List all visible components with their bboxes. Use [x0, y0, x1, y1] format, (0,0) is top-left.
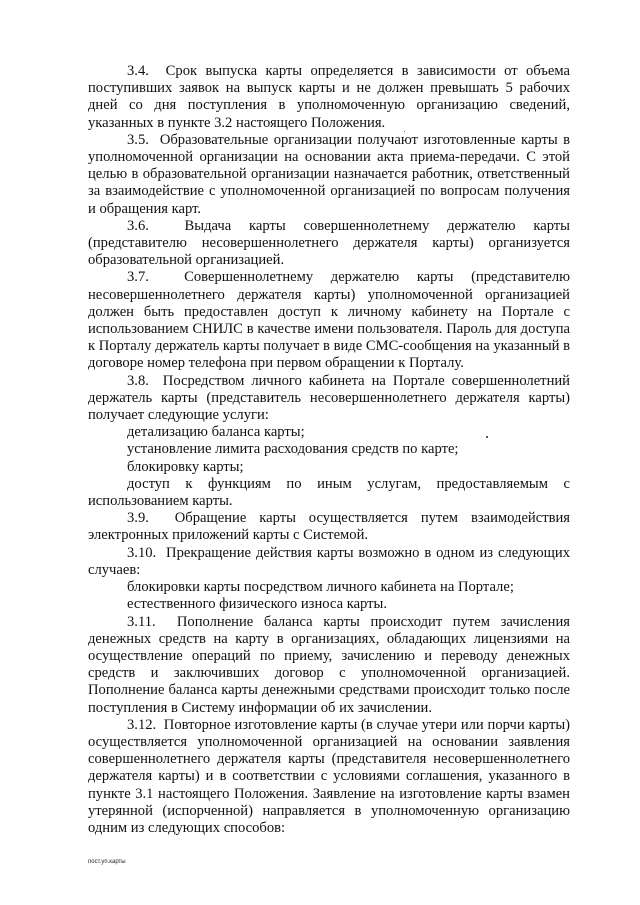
list-item: естественного физического износа карты.: [127, 596, 387, 613]
list-item: блокировку карты;: [127, 458, 244, 475]
paragraph-3-7: 3.7. Совершеннолетнему держателю карты (представителю несовершеннолетнего держателя карты) уполномоченной организацией должен быть предоставлен доступ к личному кабинету на Портале с использованием СНИЛС в качестве имени пользователя. Пароль для доступа к Порталу держатель карты получает в виде СМС-сообщения на указанный в договоре номер телефона при первом обращении к Порталу.: [88, 269, 570, 372]
paragraph-3-9: 3.9. Обращение карты осуществляется путем взаимодействия электронных приложений карты с Системой.: [88, 510, 570, 544]
paragraph-3-8: 3.8. Посредством личного кабинета на Портале совершеннолетний держатель карты (представитель несовершеннолетнего держателя карты) получает следующие услуги:: [88, 372, 570, 424]
scan-speck: [404, 131, 405, 132]
list-item: блокировки карты посредством личного кабинета на Портале;: [127, 579, 514, 596]
scan-speck: [486, 436, 488, 438]
paragraph-3-5: 3.5. Образовательные организации получают изготовленные карты в уполномоченной организации на основании акта приема-передачи. С этой целью в образовательной организации назначается работник, ответственный за взаимодействие с уполномоченной организацией по вопросам получения и обращения карт.: [88, 131, 570, 217]
footer-filename: пост.уп.карты: [88, 859, 126, 865]
document-body: [88, 63, 570, 837]
paragraph-3-4: 3.4. Срок выпуска карты определяется в зависимости от объема поступивших заявок на выпуск карты и не должен превышать 5 рабочих дней со дня поступления в уполномоченную организацию сведений, указанных в пункте 3.2 настоящего Положения.: [88, 63, 570, 131]
paragraph-3-11: 3.11. Пополнение баланса карты происходит путем зачисления денежных средств на карту в организациях, обладающих лицензиями на осуществление операций по приему, зачислению и переводу денежных средств и заключивших договор с уполномоченной организацией. Пополнение баланса карты денежными средствами происходит только после поступления в Систему информации об их зачислении.: [88, 613, 570, 716]
list-item: установление лимита расходования средств по карте;: [127, 441, 459, 458]
paragraph-3-6: 3.6. Выдача карты совершеннолетнему держателю карты (представителю несовершеннолетнего держателя карты) организуется образовательной организацией.: [88, 217, 570, 269]
paragraph-3-10: 3.10. Прекращение действия карты возможно в одном из следующих случаев:: [88, 544, 570, 578]
list-item: детализацию баланса карты;: [127, 424, 305, 441]
paragraph-3-12: 3.12. Повторное изготовление карты (в случае утери или порчи карты) осуществляется уполномоченной организацией на основании заявления совершеннолетнего держателя карты (представителя несовершеннолетнего держателя карты) и в соответствии с условиями соглашения, указанного в пункте 3.1 настоящего Положения. Заявление на изготовление карты взамен утерянной (испорченной) направляется в уполномоченную организацию одним из следующих способов:: [88, 716, 570, 836]
list-item: доступ к функциям по иным услугам, предоставляемым с использованием карты.: [88, 475, 570, 510]
